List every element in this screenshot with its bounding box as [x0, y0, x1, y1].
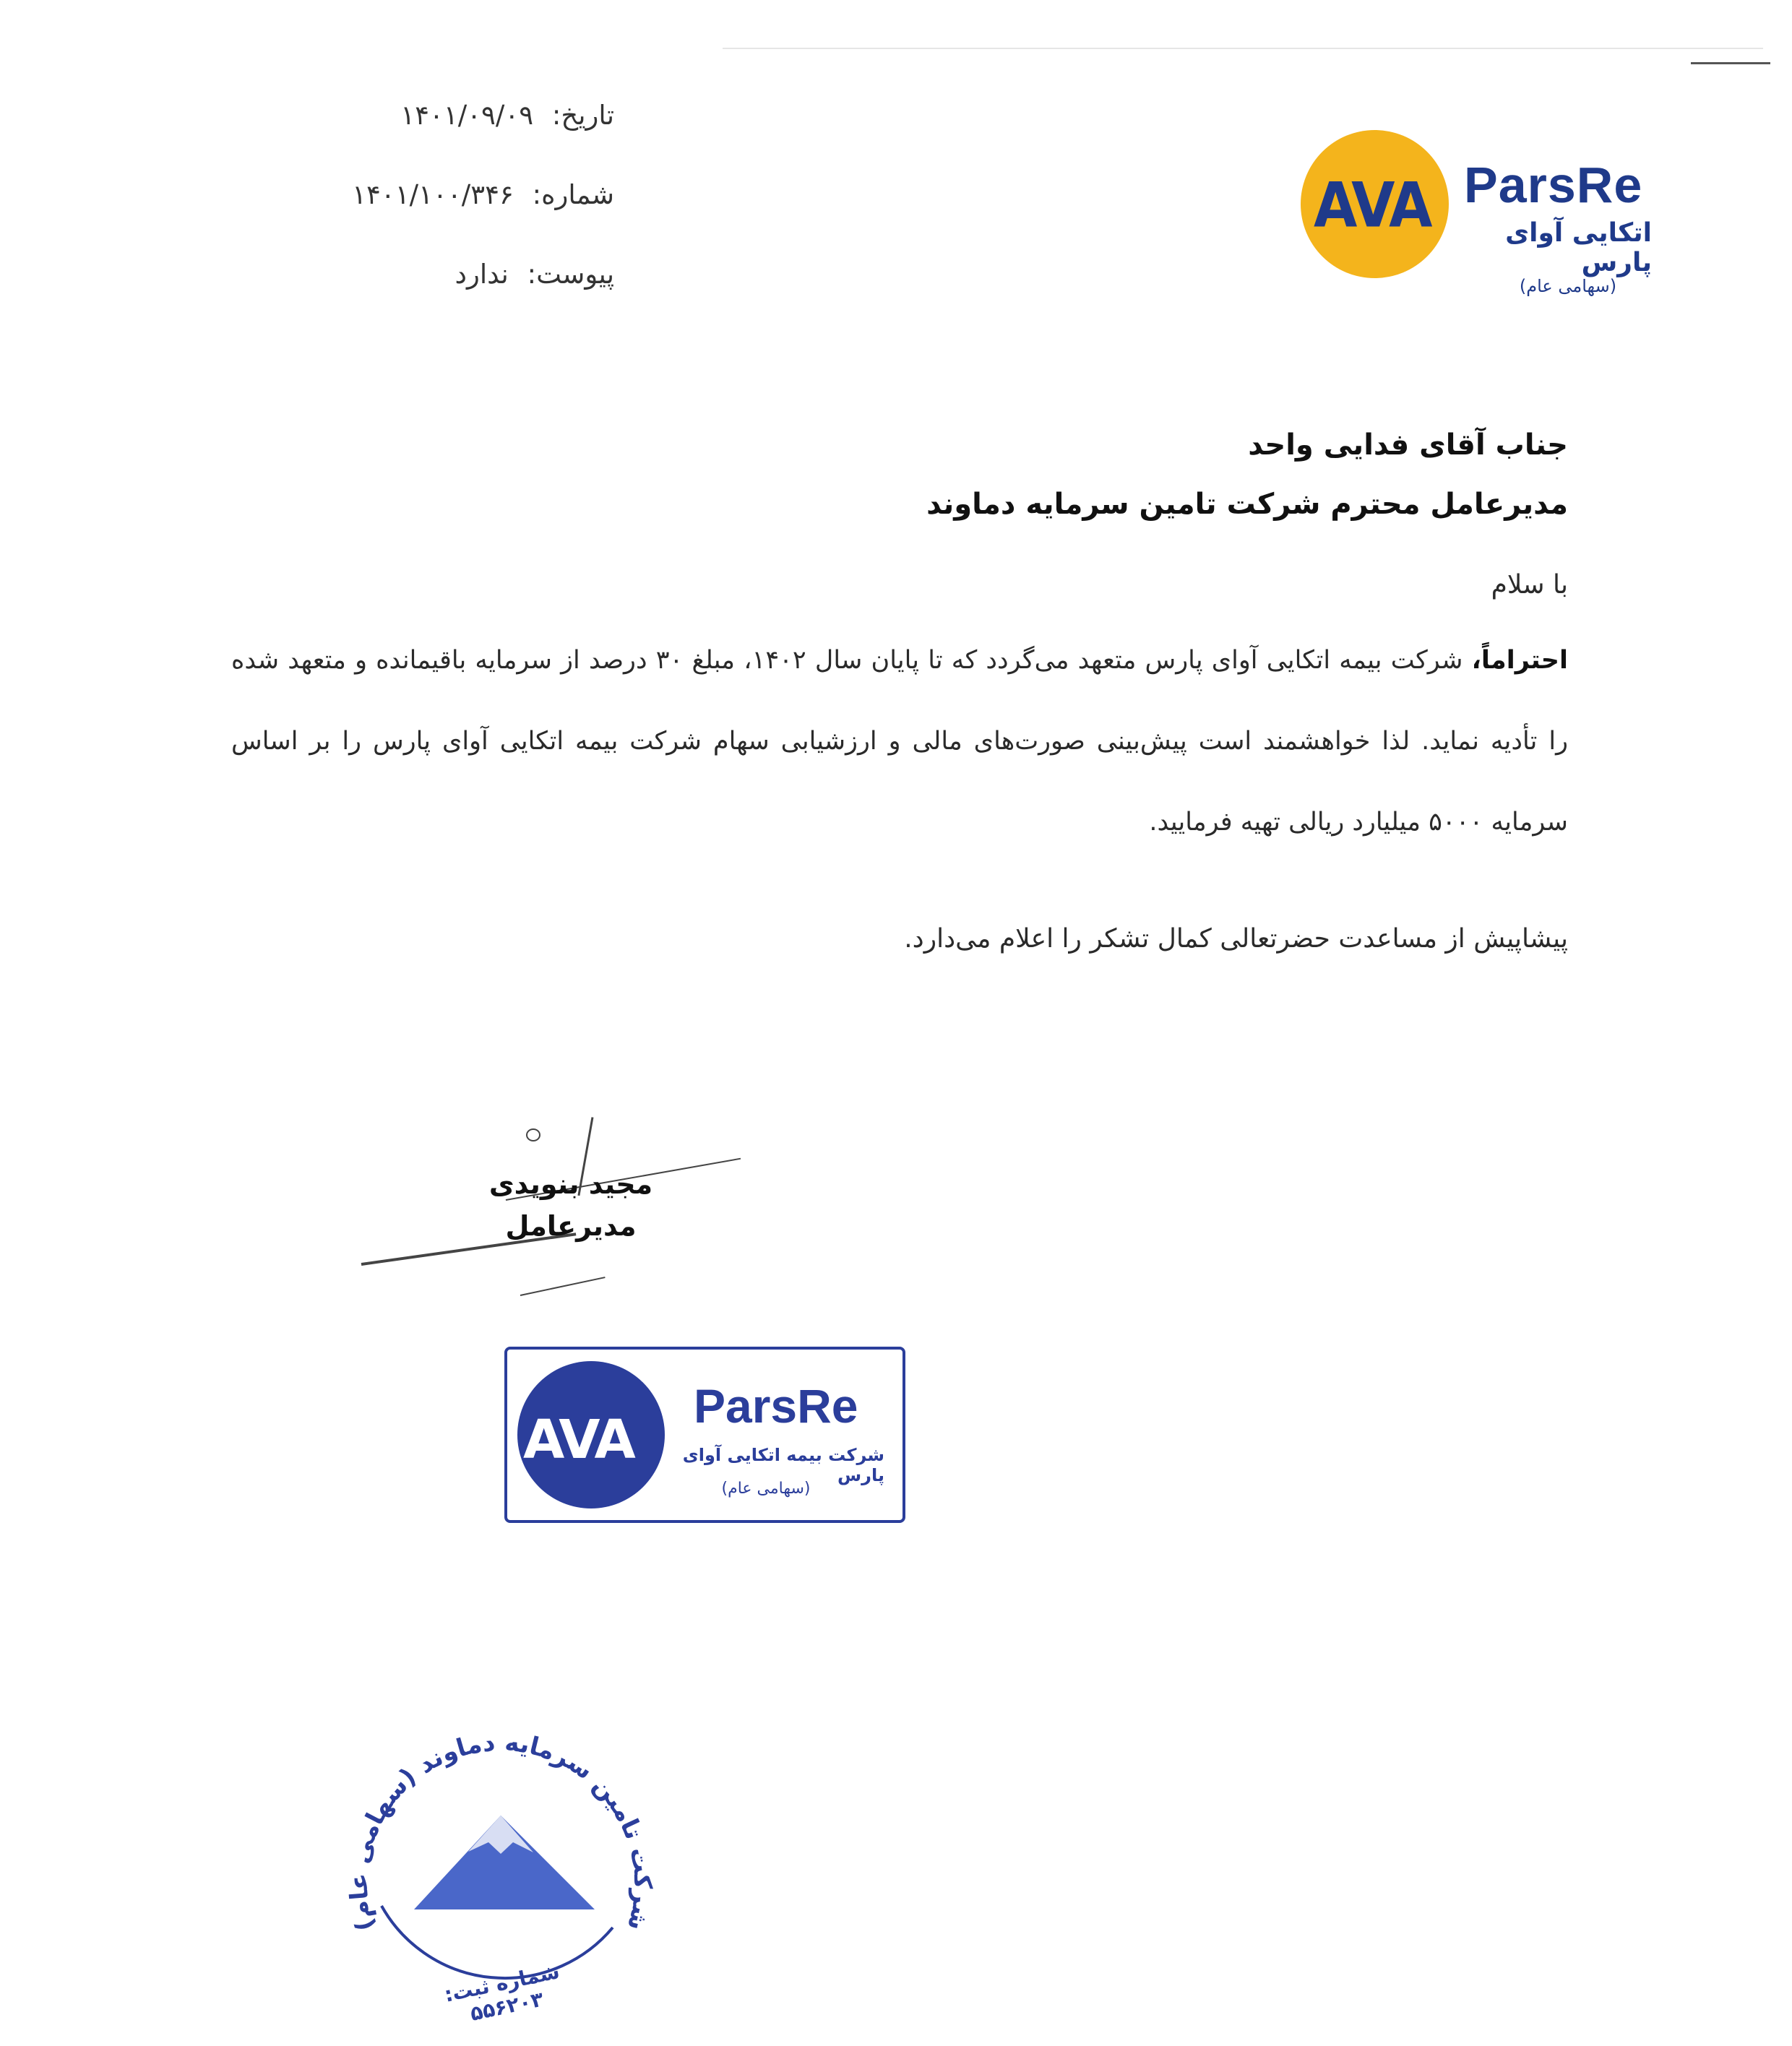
logo-type-fa: (سهامی عام) — [1519, 276, 1617, 296]
logo-mark: AVA — [1314, 170, 1431, 242]
attachment-value: ندارد — [455, 259, 509, 290]
date-label: تاریخ: — [551, 100, 614, 131]
greeting: با سلام — [1491, 570, 1568, 600]
company-logo — [1293, 123, 1669, 318]
closing-line: پیشاپیش از مساعدت حضرتعالی کمال تشکر را اعلام می‌دارد. — [904, 924, 1568, 954]
body-lead: احتراماً، — [1471, 646, 1568, 675]
letter-meta — [303, 87, 614, 325]
date-value: ۱۴۰۱/۰۹/۰۹ — [400, 100, 534, 131]
recipient-block — [231, 415, 1568, 534]
signature-stroke — [520, 1277, 606, 1296]
stamp-type-fa: (سهامی عام) — [721, 1480, 811, 1498]
attachment-row — [303, 246, 614, 325]
scan-edge-mark — [1691, 62, 1770, 64]
company-stamp — [504, 1347, 905, 1523]
registration-number: شماره ثبت: ۵۵۶۲۰۳ — [441, 1959, 562, 2026]
attachment-label: پیوست: — [527, 259, 614, 290]
scan-edge-line — [723, 48, 1763, 49]
signature-block — [462, 1163, 679, 1247]
signatory-name: مجید بنویدی — [488, 1168, 653, 1200]
stamp-ring-text: شرکت تامین سرمایه دماوند (سهامی عام) — [344, 1727, 658, 1935]
logo-brand: ParsRe — [1464, 157, 1643, 213]
signatory-title: مدیرعامل — [505, 1210, 637, 1242]
date-row — [303, 87, 614, 166]
round-stamp — [324, 1689, 678, 2036]
signature-flourish-circle — [526, 1128, 540, 1141]
logo-name-fa: اتکایی آوای پارس — [1505, 218, 1652, 277]
body-paragraph — [231, 620, 1568, 863]
stamp-name-fa: شرکت بیمه اتکایی آوای پارس — [682, 1445, 884, 1485]
recipient-name: جناب آقای فدایی واحد — [1248, 428, 1568, 462]
number-label: شماره: — [532, 179, 614, 210]
number-value: ۱۴۰۱/۱۰۰/۳۴۶ — [352, 179, 514, 210]
number-row — [303, 166, 614, 246]
stamp-brand: ParsRe — [694, 1379, 858, 1433]
recipient-title: مدیرعامل محترم شرکت تامین سرمایه دماوند — [926, 488, 1568, 521]
stamp-mark: AVA — [523, 1409, 634, 1471]
body-text: شرکت بیمه اتکایی آوای پارس متعهد می‌گردد که تا پایان سال ۱۴۰۲، مبلغ ۳۰ درصد از سرمایه باقیمانده و متعهد شده را تأدیه نماید. لذا خواهشمند است پیش‌بینی صورت‌های مالی و ارزشیابی سهام شرکت بیمه اتکایی آوای پارس را بر اساس سرمایه ۵۰۰۰ میلیارد ریالی تهیه فرمایید. — [231, 646, 1568, 837]
